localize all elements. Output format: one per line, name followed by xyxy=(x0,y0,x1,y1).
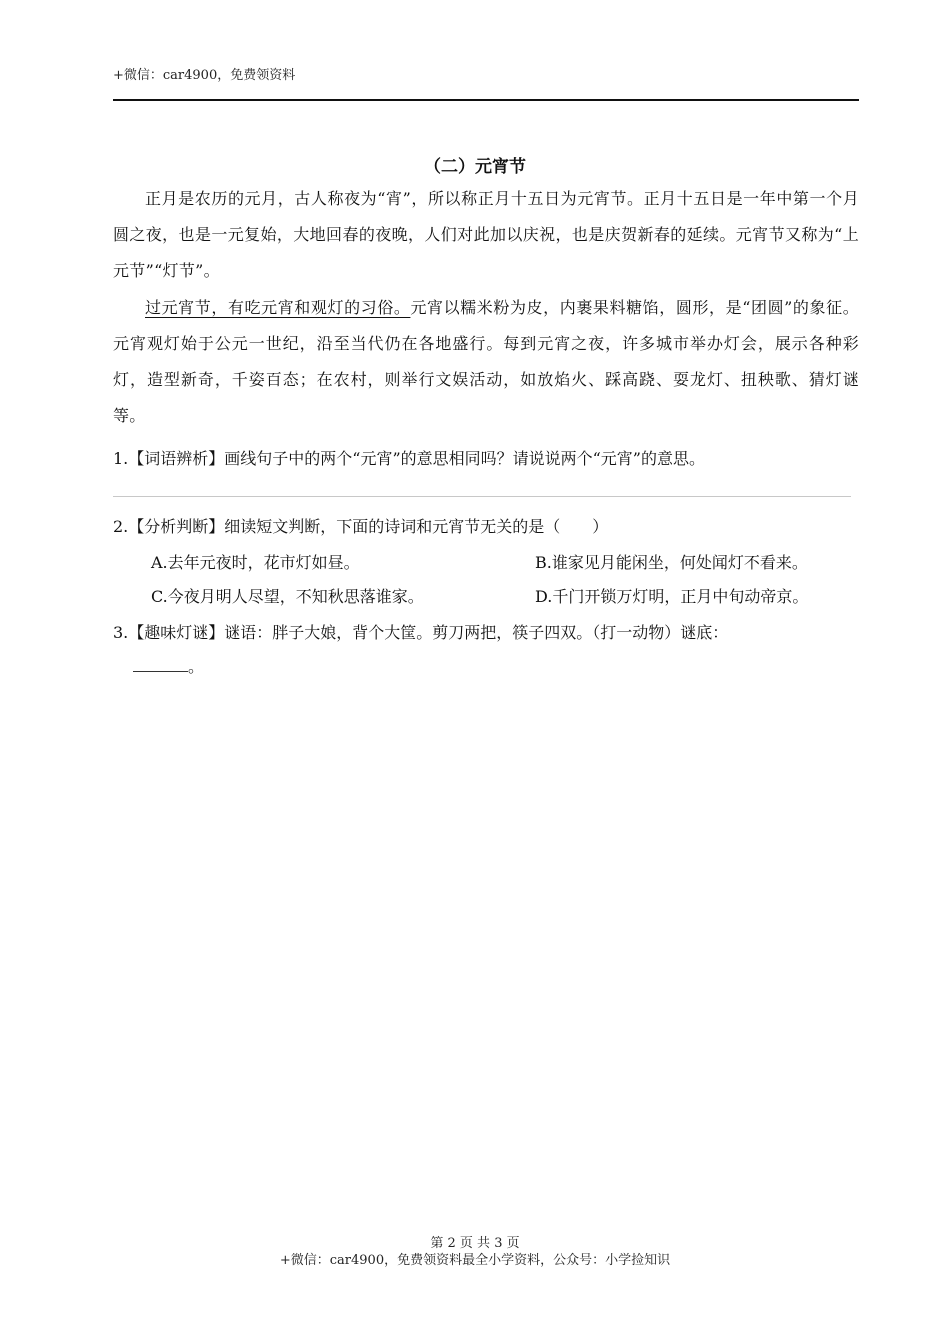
question-2: 2.【分析判断】细读短文判断，下面的诗词和元宵节无关的是（ ） xyxy=(113,517,609,536)
header-divider xyxy=(113,99,859,101)
underlined-sentence: 过元宵节，有吃元宵和观灯的习俗。 xyxy=(145,298,411,317)
question-3: 3.【趣味灯谜】谜语：胖子大娘，背个大筐。剪刀两把，筷子四双。（打一动物）谜底： xyxy=(113,623,729,642)
passage-paragraph-1: 正月是农历的元月，古人称夜为“宵”，所以称正月十五日为元宵节。正月十五日是一年中第一个月圆之夜，也是一元复始，大地回春的夜晚，人们对此加以庆祝，也是庆贺新春的延续。元宵节又称为“上元节”“灯节”。 xyxy=(113,189,859,280)
option-b[interactable]: B.谁家见月能闲坐，何处闻灯不看来。 xyxy=(535,553,808,572)
footer-note: +微信：car4900，免费领资料最全小学资料，公众号：小学捡知识 xyxy=(279,1253,671,1268)
question-1: 1.【词语辨析】画线句子中的两个“元宵”的意思相同吗？请说说两个“元宵”的意思。 xyxy=(113,449,705,468)
option-a[interactable]: A.去年元夜时，花市灯如昼。 xyxy=(151,553,360,572)
paragraph-2-rest: 元宵以糯米粉为皮，内裹果料糖馅，圆形，是“团圆”的象征。元宵观灯始于公元一世纪，沿至当代仍在各地盛行。每到元宵之夜，许多城市举办灯会，展示各种彩灯，造型新奇，千姿百态；在农村，则举行文娱活动，如放焰火、踩高跷、耍龙灯、扭秧歌、猜灯谜等。 xyxy=(113,298,859,425)
riddle-answer-blank[interactable] xyxy=(133,654,204,677)
blank-end-punct: 。 xyxy=(188,657,205,676)
option-d[interactable]: D.千门开锁万灯明，正月中旬动帝京。 xyxy=(535,587,809,606)
page-number: 第 2 页 共 3 页 xyxy=(430,1236,520,1251)
section-title: （二）元宵节 xyxy=(424,157,526,177)
header-note: +微信：car4900，免费领资料 xyxy=(113,68,296,83)
blank-line[interactable] xyxy=(133,657,188,672)
passage-paragraph-2 xyxy=(113,290,859,434)
option-c[interactable]: C.今夜月明人尽望，不知秋思落谁家。 xyxy=(151,587,424,606)
answer-line[interactable] xyxy=(113,496,851,497)
